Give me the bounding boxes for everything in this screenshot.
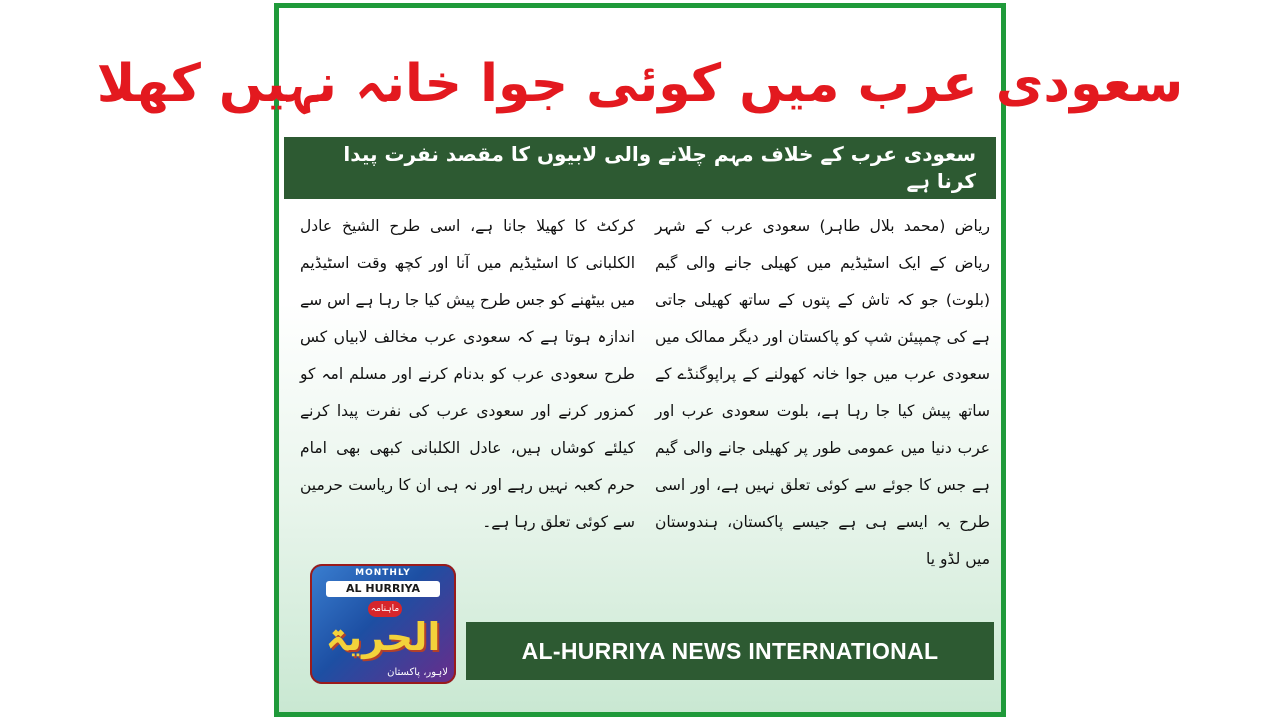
footer-brand-band: AL-HURRIYA NEWS INTERNATIONAL xyxy=(466,622,994,680)
logo-monthly-text: MONTHLY xyxy=(355,568,411,578)
subheadline-band: سعودی عرب کے خلاف مہم چلانے والی لابیوں کا مقصد نفرت پیدا کرنا ہے xyxy=(284,137,996,199)
article-column-left: کرکٹ کا کھیلا جانا ہے، اسی طرح الشیخ عادل الکلبانی کا اسٹیڈیم میں آنا اور کچھ وقت اسٹیڈیم میں بیٹھنے کو جس طرح پیش کیا جا رہا ہے اس سے اندازہ ہوتا ہے کہ سعودی عرب مخالف لابیاں کس طرح سعودی عرب کو بدنام کرنے اور مسلم امہ کو کمزور کرنے اور سعودی عرب کی نفرت پیدا کرنے کیلئے کوشاں ہیں، عادل الکلبانی کبھی بھی امام حرم کعبہ نہیں رہے اور نہ ہی ان کا ریاست حرمین سے کوئی تعلق رہا ہے۔ xyxy=(300,217,635,531)
article-column-right: ریاض (محمد بلال طاہر) سعودی عرب کے شہر ریاض کے ایک اسٹیڈیم میں کھیلی جانے والی گیم (بلوت) جو کہ تاش کے پتوں کے ساتھ کھیلی جاتی ہے کی چمپیئن شپ کو پاکستان اور دیگر ممالک میں سعودی عرب میں جوا خانہ کھولنے کے پراپوگنڈے کے ساتھ پیش کیا جا رہا ہے، بلوت سعودی عرب اور عرب دنیا میں عمومی طور پر کھیلی جانے والی گیم ہے جس کا جوئے سے کوئی تعلق نہیں ہے، اور اسی طرح یہ ایسے ہی ہے جیسے پاکستان، ہندوستان میں لڈو یا xyxy=(655,217,990,568)
logo-calligraphy-title: الحریۃ xyxy=(325,615,441,659)
logo-location-text: لاہور، پاکستان xyxy=(387,667,448,678)
logo-badge: ماہنامہ xyxy=(368,601,402,617)
logo-name-band: AL HURRIYA xyxy=(326,581,440,597)
al-hurriya-logo xyxy=(310,564,456,684)
headline: سعودی عرب میں کوئی جوا خانہ نہیں کھلا xyxy=(96,54,1184,114)
